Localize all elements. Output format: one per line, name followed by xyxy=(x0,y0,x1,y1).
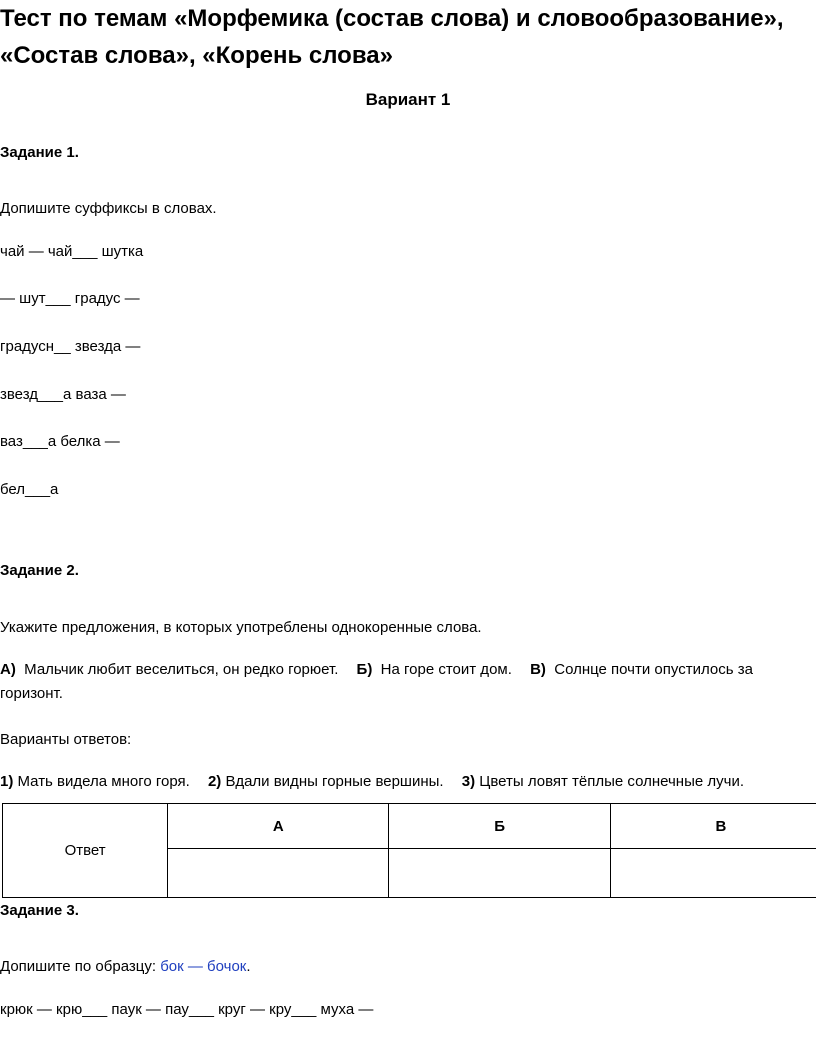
option-label: 2) xyxy=(207,773,222,790)
task3-instruction: Допишите по образцу: xyxy=(0,958,157,975)
task1-line: чай — чай___ шутка xyxy=(0,243,144,260)
answer-cell[interactable] xyxy=(610,849,816,898)
sentence-label: В) xyxy=(530,661,546,678)
option-text: Цветы ловят тёплые солнечные лучи. xyxy=(479,773,744,790)
task1-heading: Задание 1. xyxy=(0,144,79,161)
task3-heading: Задание 3. xyxy=(0,902,79,919)
answer-column-header: Б xyxy=(389,804,610,849)
option-label: 1) xyxy=(0,773,14,790)
task3-example-end: . xyxy=(246,958,251,975)
answer-options xyxy=(0,773,744,790)
answer-table xyxy=(2,803,816,898)
sentence-text: Мальчик любит веселиться, он редко горюет. xyxy=(24,661,339,678)
task1-line: бел___а xyxy=(0,481,59,498)
task3-example: бок — бочок xyxy=(160,958,247,975)
task1-line: градусн__ звезда — xyxy=(0,338,141,355)
option-text: Вдали видны горные вершины. xyxy=(225,773,444,790)
page-title-line1: Тест по темам «Морфемика (состав слова) и словообразование», xyxy=(0,5,784,32)
page-title-line2: «Состав слова», «Корень слова» xyxy=(0,42,393,69)
sentence-label: Б) xyxy=(356,661,373,678)
task2-heading: Задание 2. xyxy=(0,562,79,579)
task3-instruction-line xyxy=(0,958,251,975)
variant-heading: Вариант 1 xyxy=(365,90,451,109)
sentence-label: А) xyxy=(0,661,16,678)
answer-row-label: Ответ xyxy=(3,804,168,898)
task1-line: звезд___а ваза — xyxy=(0,386,126,403)
task1-instruction: Допишите суффиксы в словах. xyxy=(0,200,217,217)
answer-column-header: В xyxy=(610,804,816,849)
option-text: Мать видела много горя. xyxy=(17,773,190,790)
sentence-text: На горе стоит дом. xyxy=(380,661,512,678)
task3-line: крюк — крю___ паук — пау___ круг — кру___ муха — xyxy=(0,1001,374,1018)
options-heading: Варианты ответов: xyxy=(0,731,132,748)
sentence-continuation: горизонт. xyxy=(0,685,63,702)
task1-line: ваз___а белка — xyxy=(0,433,120,450)
task2-sentences xyxy=(0,661,753,678)
answer-cell[interactable] xyxy=(389,849,610,898)
answer-column-header: А xyxy=(168,804,389,849)
option-label: 3) xyxy=(461,773,476,790)
task1-line: — шут___ градус — xyxy=(0,290,140,307)
answer-cell[interactable] xyxy=(168,849,389,898)
sentence-text: Солнце почти опустилось за xyxy=(554,661,753,678)
task2-instruction: Укажите предложения, в которых употреблены однокоренные слова. xyxy=(0,619,482,636)
